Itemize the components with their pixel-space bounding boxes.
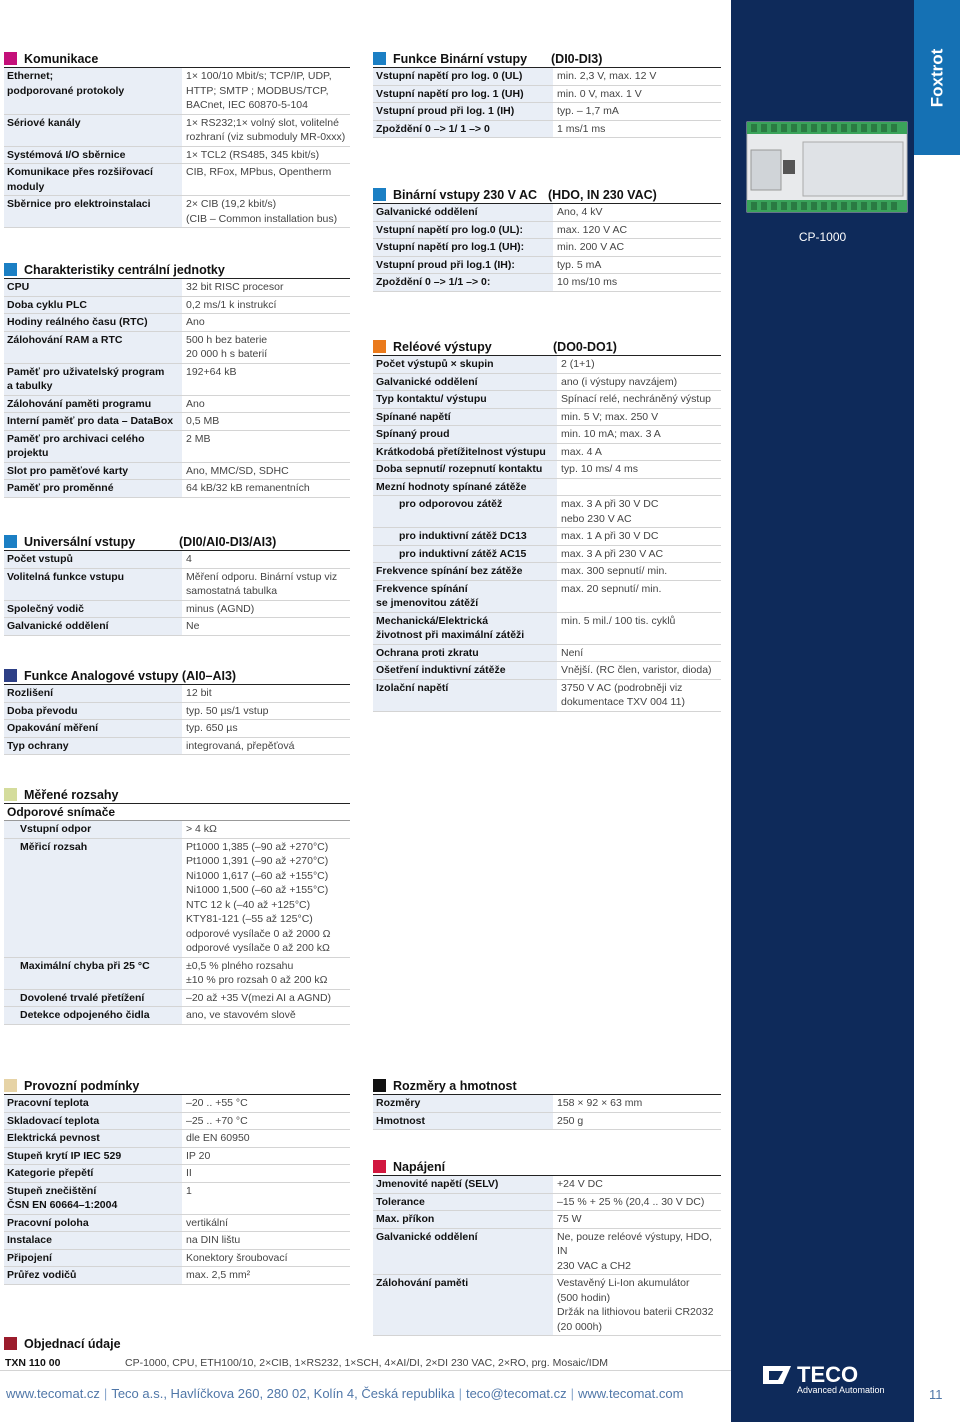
- spec-label: Elektrická pevnost: [4, 1130, 182, 1148]
- spec-label: pro induktivní zátěž DC13: [373, 528, 557, 546]
- section-marker: [4, 52, 17, 65]
- spec-value: ±0,5 % plného rozsahu ±10 % pro rozsah 0 až 200 kΩ: [182, 957, 350, 989]
- spec-label: Zpoždění 0 –> 1/ 1 –> 0: [373, 120, 553, 138]
- spec-label: Instalace: [4, 1232, 182, 1250]
- spec-label: Frekvence spínání se jmenovitou zátěží: [373, 580, 557, 612]
- spec-value: Konektory šroubovací: [182, 1249, 350, 1267]
- spec-label: Spínaný proud: [373, 426, 557, 444]
- spec-row: [4, 1232, 350, 1250]
- section-marker: [373, 188, 386, 201]
- footer-link-web[interactable]: www.tecomat.cz: [6, 1386, 100, 1401]
- section-marker: [4, 1079, 17, 1092]
- spec-value: Není: [557, 644, 721, 662]
- spec-row: [373, 563, 721, 581]
- spec-label: Průřez vodičů: [4, 1267, 182, 1285]
- spec-row: [4, 720, 350, 738]
- spec-value: min. 10 mA; max. 3 A: [557, 426, 721, 444]
- spec-value: 0,5 MB: [182, 413, 350, 431]
- spec-value: typ. – 1,7 mA: [553, 103, 721, 121]
- logo-text: TECO: [797, 1362, 859, 1387]
- spec-value: Ano, 4 kV: [553, 204, 721, 221]
- section-marker: [373, 340, 386, 353]
- spec-value: +24 V DC: [553, 1176, 721, 1193]
- spec-row: [373, 1275, 721, 1336]
- spec-row: [4, 1249, 350, 1267]
- spec-row: [373, 1211, 721, 1229]
- spec-table: [4, 685, 350, 755]
- spec-row: [4, 838, 350, 957]
- spec-row: [373, 256, 721, 274]
- spec-value: max. 3 A při 30 V DC nebo 230 V AC: [557, 496, 721, 528]
- spec-label: Doba sepnutí/ rozepnutí kontaktu: [373, 461, 557, 479]
- spec-row: [4, 430, 350, 462]
- spec-row: [373, 443, 721, 461]
- spec-row: [373, 408, 721, 426]
- spec-label: CPU: [4, 279, 182, 296]
- brand-tab-label: Foxtrot: [927, 48, 947, 107]
- section-marker: [4, 788, 17, 801]
- spec-table: [4, 279, 350, 498]
- spec-label: Pracovní poloha: [4, 1214, 182, 1232]
- spec-row: [4, 1007, 350, 1025]
- spec-label: Frekvence spínání bez zátěže: [373, 563, 557, 581]
- spec-label: Doba převodu: [4, 702, 182, 720]
- spec-value: Měření odporu. Binární vstup viz samostatná tabulka: [182, 568, 350, 600]
- spec-row: [4, 685, 350, 702]
- logo-subtitle: Advanced Automation: [797, 1385, 885, 1395]
- spec-label: Volitelná funkce vstupu: [4, 568, 182, 600]
- section-analogove: [4, 669, 350, 755]
- spec-row: [373, 1112, 721, 1130]
- spec-table: [4, 68, 350, 228]
- section-marker: [373, 1160, 386, 1173]
- spec-value: 1× 100/10 Mbit/s; TCP/IP, UDP, HTTP; SMTP ; MODBUS/TCP, BACnet, IEC 60870-5-104: [182, 68, 350, 114]
- spec-label: Kategorie přepětí: [4, 1165, 182, 1183]
- spec-row: [4, 395, 350, 413]
- spec-label: Izolační napětí: [373, 679, 557, 711]
- spec-label: Tolerance: [373, 1193, 553, 1211]
- spec-row: [373, 612, 721, 644]
- spec-value: 2 (1+1): [557, 356, 721, 373]
- product-image: [743, 120, 911, 215]
- spec-table: [4, 1095, 350, 1285]
- section-binarni230: [373, 188, 721, 292]
- spec-row: [4, 1095, 350, 1112]
- spec-row: [373, 103, 721, 121]
- spec-table: [4, 821, 350, 1025]
- spec-label: Zpoždění 0 –> 1/1 –> 0:: [373, 274, 553, 292]
- footer-link-web-com[interactable]: www.tecomat.com: [577, 1386, 684, 1401]
- section-title: Měřené rozsahy: [24, 788, 119, 802]
- spec-row: [373, 204, 721, 221]
- spec-value: –25 .. +70 °C: [182, 1112, 350, 1130]
- spec-row: [373, 545, 721, 563]
- spec-table: [373, 1095, 721, 1130]
- spec-value: max. 4 A: [557, 443, 721, 461]
- section-marker: [373, 1079, 386, 1092]
- spec-label: Počet vstupů: [4, 551, 182, 568]
- spec-table: [373, 68, 721, 138]
- brand-tab: [914, 0, 960, 155]
- spec-label: Počet výstupů × skupin: [373, 356, 557, 373]
- spec-row: [373, 528, 721, 546]
- section-title: Charakteristiky centrální jednotky: [24, 263, 225, 277]
- spec-value: –15 % + 25 % (20,4 .. 30 V DC): [553, 1193, 721, 1211]
- spec-value: 64 kB/32 kB remanentních: [182, 480, 350, 498]
- spec-value: typ. 650 µs: [182, 720, 350, 738]
- spec-row: [373, 496, 721, 528]
- section-subtitle: (DI0-DI3): [551, 52, 603, 66]
- spec-row: [373, 1228, 721, 1275]
- order-description: CP-1000, CPU, ETH100/10, 2×CIB, 1×RS232, 1×SCH, 4×AI/DI, 2×DI 230 VAC, 2×RO, prg. Mosaic/IDM: [125, 1357, 609, 1369]
- section-subtitle: (DI0/AI0-DI3/AI3): [179, 535, 277, 549]
- spec-label: Společný vodič: [4, 600, 182, 618]
- section-subtitle: (DO0-DO1): [553, 340, 617, 354]
- spec-label: Maximální chyba při 25 °C: [4, 957, 182, 989]
- spec-label: Jmenovité napětí (SELV): [373, 1176, 553, 1193]
- spec-value: minus (AGND): [182, 600, 350, 618]
- spec-label: Paměť pro uživatelský program a tabulky: [4, 363, 182, 395]
- spec-row: [373, 68, 721, 85]
- spec-row: [4, 1165, 350, 1183]
- spec-value: typ. 50 µs/1 vstup: [182, 702, 350, 720]
- spec-label: Spínané napětí: [373, 408, 557, 426]
- section-merene: [4, 788, 350, 1025]
- spec-row: [373, 239, 721, 257]
- spec-value: min. 200 V AC: [553, 239, 721, 257]
- spec-row: [373, 426, 721, 444]
- spec-label: Sériové kanály: [4, 114, 182, 146]
- spec-row: [373, 373, 721, 391]
- spec-value: 2 MB: [182, 430, 350, 462]
- spec-value: 3750 V AC (podrobněji viz dokumentace TXV 004 11): [557, 679, 721, 711]
- spec-row: [4, 1112, 350, 1130]
- spec-row: [373, 120, 721, 138]
- section-komunikace: [4, 52, 350, 228]
- spec-label: Typ kontaktu/ výstupu: [373, 391, 557, 409]
- section-universalni: [4, 535, 350, 636]
- spec-value: Vestavěný Li-Ion akumulátor (500 hodin) Držák na lithiovou baterii CR2032 (20 000h): [553, 1275, 721, 1336]
- spec-value: 1× TCL2 (RS485, 345 kbit/s): [182, 146, 350, 164]
- section-title: Komunikace: [24, 52, 99, 66]
- spec-label: Vstupní odpor: [4, 821, 182, 838]
- section-title: Provozní podmínky: [24, 1079, 140, 1093]
- spec-value: IP 20: [182, 1147, 350, 1165]
- spec-label: Paměť pro archivaci celého projektu: [4, 430, 182, 462]
- spec-value: 10 ms/10 ms: [553, 274, 721, 292]
- spec-row: [4, 600, 350, 618]
- spec-row: [373, 461, 721, 479]
- spec-row: [4, 551, 350, 568]
- section-marker: [4, 1337, 17, 1350]
- spec-value: Ne: [182, 618, 350, 636]
- spec-value: max. 120 V AC: [553, 221, 721, 239]
- spec-row: [4, 146, 350, 164]
- spec-value: 4: [182, 551, 350, 568]
- spec-label: Hodiny reálného času (RTC): [4, 314, 182, 332]
- spec-row: [4, 279, 350, 296]
- spec-label: Ochrana proti zkratu: [373, 644, 557, 662]
- spec-value: 1: [182, 1182, 350, 1214]
- spec-row: [373, 274, 721, 292]
- section-marker: [4, 535, 17, 548]
- spec-value: Spínací relé, nechráněný výstup: [557, 391, 721, 409]
- spec-table: [373, 356, 721, 712]
- spec-value: dle EN 60950: [182, 1130, 350, 1148]
- section-title: Napájení: [393, 1160, 446, 1174]
- spec-value: max. 20 sepnutí/ min.: [557, 580, 721, 612]
- spec-row: [4, 821, 350, 838]
- spec-row: [4, 1147, 350, 1165]
- section-title: Funkce Analogové vstupy (AI0–AI3): [24, 669, 237, 683]
- spec-value: 250 g: [553, 1112, 721, 1130]
- spec-value: Vnější. (RC člen, varistor, dioda): [557, 662, 721, 680]
- spec-label: Rozlišení: [4, 685, 182, 702]
- spec-value: min. 5 V; max. 250 V: [557, 408, 721, 426]
- spec-label: Slot pro paměťové karty: [4, 462, 182, 480]
- spec-row: [373, 1193, 721, 1211]
- spec-value: 1× RS232;1× volný slot, volitelné rozhraní (viz submoduly MR-0xxx): [182, 114, 350, 146]
- spec-value: CIB, RFox, MPbus, Opentherm: [182, 164, 350, 196]
- section-provozni: [4, 1079, 350, 1285]
- spec-value: 0,2 ms/1 k instrukcí: [182, 296, 350, 314]
- spec-label: Mezní hodnoty spínané zátěže: [373, 478, 557, 496]
- spec-label: Zálohování paměti: [373, 1275, 553, 1336]
- spec-value: max. 3 A při 230 V AC: [557, 545, 721, 563]
- spec-value: min. 0 V, max. 1 V: [553, 85, 721, 103]
- section-title: Universální vstupy: [24, 535, 136, 549]
- spec-label: Vstupní napětí pro log.0 (UL):: [373, 221, 553, 239]
- spec-row: [4, 331, 350, 363]
- spec-label: Mechanická/Elektrická životnost při maximální zátěži: [373, 612, 557, 644]
- spec-row: [4, 568, 350, 600]
- spec-row: [4, 480, 350, 498]
- spec-value: 158 × 92 × 63 mm: [553, 1095, 721, 1112]
- section-subheading: Odporové snímače: [4, 804, 350, 821]
- spec-row: [4, 164, 350, 196]
- spec-value: Pt1000 1,385 (–90 až +270°C) Pt1000 1,391 (–90 až +270°C) Ni1000 1,617 (–60 až +155°C) Ni1000 1,500 (–60 až +155°C) NTC 12 k (–40 až +125°C) KTY81-121 (–55 až 125°C) odporové vysílače 0 až 2000 Ω odporové vysílače 0 až 200 kΩ: [182, 838, 350, 957]
- spec-value: Ano: [182, 314, 350, 332]
- spec-label: Připojení: [4, 1249, 182, 1267]
- spec-value: 1 ms/1 ms: [553, 120, 721, 138]
- section-title: Rozměry a hmotnost: [393, 1079, 517, 1093]
- spec-value: max. 300 sepnutí/ min.: [557, 563, 721, 581]
- section-marker: [4, 669, 17, 682]
- spec-row: [373, 1176, 721, 1193]
- spec-row: [4, 1130, 350, 1148]
- section-releove: [373, 340, 721, 712]
- spec-label: Zálohování paměti programu: [4, 395, 182, 413]
- spec-row: [373, 391, 721, 409]
- spec-value: na DIN lištu: [182, 1232, 350, 1250]
- spec-row: [4, 618, 350, 636]
- spec-value: 32 bit RISC procesor: [182, 279, 350, 296]
- spec-value: > 4 kΩ: [182, 821, 350, 838]
- spec-row: [4, 363, 350, 395]
- section-marker: [373, 52, 386, 65]
- footer-email[interactable]: teco@tecomat.cz: [465, 1386, 567, 1401]
- spec-label: Ethernet; podporované protokoly: [4, 68, 182, 114]
- spec-row: [373, 662, 721, 680]
- spec-value: vertikální: [182, 1214, 350, 1232]
- spec-row: [4, 957, 350, 989]
- order-code: TXN 110 00: [5, 1357, 61, 1369]
- spec-row: [4, 114, 350, 146]
- spec-value: 75 W: [553, 1211, 721, 1229]
- spec-label: pro induktivní zátěž AC15: [373, 545, 557, 563]
- spec-value: 12 bit: [182, 685, 350, 702]
- spec-row: [373, 644, 721, 662]
- spec-label: pro odporovou zátěž: [373, 496, 557, 528]
- spec-value: 2× CIB (19,2 kbit/s) (CIB – Common installation bus): [182, 196, 350, 228]
- spec-row: [373, 221, 721, 239]
- spec-value: Ano, MMC/SD, SDHC: [182, 462, 350, 480]
- spec-label: Systémová I/O sběrnice: [4, 146, 182, 164]
- section-napajeni: [373, 1160, 721, 1336]
- spec-row: [373, 580, 721, 612]
- spec-label: Vstupní napětí pro log. 1 (UH): [373, 85, 553, 103]
- section-title: Objednací údaje: [24, 1337, 121, 1351]
- spec-label: Galvanické oddělení: [373, 1228, 553, 1275]
- spec-row: [4, 1214, 350, 1232]
- spec-label: Vstupní proud při log.1 (IH):: [373, 256, 553, 274]
- section-binarni: [373, 52, 721, 138]
- spec-label: Dovolené trvalé přetížení: [4, 989, 182, 1007]
- spec-label: Stupeň znečištění ČSN EN 60664–1:2004: [4, 1182, 182, 1214]
- spec-label: Stupeň krytí IP IEC 529: [4, 1147, 182, 1165]
- spec-row: [4, 462, 350, 480]
- page-number: 11: [929, 1387, 943, 1402]
- spec-value: 500 h bez baterie 20 000 h s baterií: [182, 331, 350, 363]
- spec-value: typ. 5 mA: [553, 256, 721, 274]
- spec-row: [4, 1267, 350, 1285]
- spec-label: Max. příkon: [373, 1211, 553, 1229]
- spec-label: Paměť pro proměnné: [4, 480, 182, 498]
- section-title: Reléové výstupy: [393, 340, 492, 354]
- spec-row: [4, 196, 350, 228]
- order-row: [0, 1357, 731, 1371]
- product-label: CP-1000: [798, 230, 847, 244]
- spec-label: Rozměry: [373, 1095, 553, 1112]
- spec-value: II: [182, 1165, 350, 1183]
- spec-value: ano, ve stavovém slově: [182, 1007, 350, 1025]
- section-charakteristiky: [4, 263, 350, 498]
- spec-label: Krátkodobá přetížitelnost výstupu: [373, 443, 557, 461]
- spec-row: [4, 296, 350, 314]
- section-title: Binární vstupy 230 V AC: [393, 188, 538, 202]
- footer-address: Teco a.s., Havlíčkova 260, 280 02, Kolín 4, Česká republika: [111, 1386, 455, 1401]
- spec-row: [373, 478, 721, 496]
- spec-label: Interní paměť pro data – DataBox: [4, 413, 182, 431]
- spec-value: min. 5 mil./ 100 tis. cyklů: [557, 612, 721, 644]
- spec-row: [373, 85, 721, 103]
- section-rozmery: [373, 1079, 721, 1130]
- spec-label: Vstupní proud při log. 1 (IH): [373, 103, 553, 121]
- spec-label: Komunikace přes rozšiřovací moduly: [4, 164, 182, 196]
- spec-value: 192+64 kB: [182, 363, 350, 395]
- spec-value: –20 .. +55 °C: [182, 1095, 350, 1112]
- spec-table: [373, 1176, 721, 1336]
- section-marker: [4, 263, 17, 276]
- spec-value: typ. 10 ms/ 4 ms: [557, 461, 721, 479]
- spec-row: [4, 989, 350, 1007]
- spec-label: Typ ochrany: [4, 737, 182, 755]
- section-objednaci: [4, 1337, 731, 1352]
- spec-label: Hmotnost: [373, 1112, 553, 1130]
- spec-value: max. 2,5 mm²: [182, 1267, 350, 1285]
- spec-label: Galvanické oddělení: [4, 618, 182, 636]
- spec-row: [4, 737, 350, 755]
- spec-label: Zálohování RAM a RTC: [4, 331, 182, 363]
- spec-label: Galvanické oddělení: [373, 204, 553, 221]
- spec-label: Vstupní napětí pro log. 0 (UL): [373, 68, 553, 85]
- spec-value: integrovaná, přepěťová: [182, 737, 350, 755]
- spec-value: –20 až +35 V(mezi AI a AGND): [182, 989, 350, 1007]
- spec-value: Ano: [182, 395, 350, 413]
- spec-row: [373, 1095, 721, 1112]
- spec-row: [4, 413, 350, 431]
- spec-label: Sběrnice pro elektroinstalaci: [4, 196, 182, 228]
- spec-row: [373, 356, 721, 373]
- spec-row: [4, 68, 350, 114]
- spec-value: [557, 478, 721, 496]
- spec-row: [4, 702, 350, 720]
- spec-table: [4, 551, 350, 636]
- spec-table: [373, 204, 721, 292]
- spec-value: Ne, pouze reléové výstupy, HDO, IN 230 VAC a CH2: [553, 1228, 721, 1275]
- spec-value: ano (i výstupy navzájem): [557, 373, 721, 391]
- spec-label: Měřicí rozsah: [4, 838, 182, 957]
- spec-value: min. 2,3 V, max. 12 V: [553, 68, 721, 85]
- spec-label: Ošetření induktivní zátěže: [373, 662, 557, 680]
- spec-label: Skladovací teplota: [4, 1112, 182, 1130]
- spec-label: Detekce odpojeného čidla: [4, 1007, 182, 1025]
- spec-label: Pracovní teplota: [4, 1095, 182, 1112]
- section-title: Funkce Binární vstupy: [393, 52, 528, 66]
- spec-label: Galvanické oddělení: [373, 373, 557, 391]
- spec-row: [373, 679, 721, 711]
- footer: www.tecomat.cz | Teco a.s., Havlíčkova 260, 280 02, Kolín 4, Česká republika | teco@tecomat.cz | www.tecomat.com: [6, 1386, 684, 1401]
- spec-label: Opakování měření: [4, 720, 182, 738]
- spec-label: Doba cyklu PLC: [4, 296, 182, 314]
- spec-row: [4, 1182, 350, 1214]
- section-subtitle: (HDO, IN 230 VAC): [548, 188, 657, 202]
- spec-label: Vstupní napětí pro log.1 (UH):: [373, 239, 553, 257]
- spec-row: [4, 314, 350, 332]
- spec-value: max. 1 A při 30 V DC: [557, 528, 721, 546]
